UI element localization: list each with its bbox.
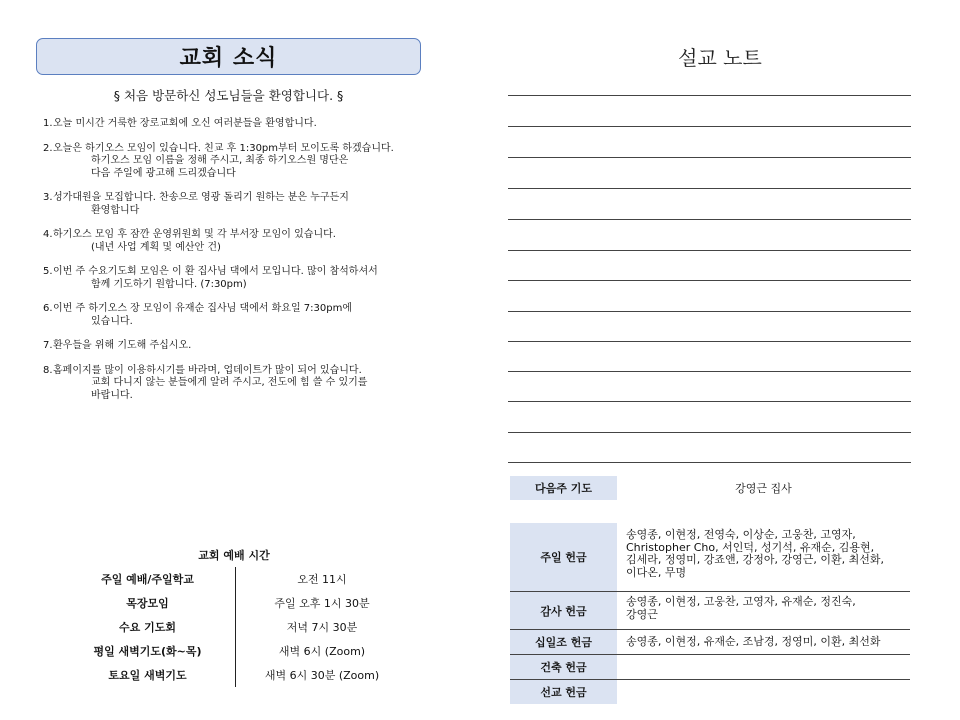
next-week-prayer-row [510, 476, 910, 500]
notice-number: 4. [43, 229, 53, 240]
offering-label: 선교 헌금 [510, 680, 617, 704]
donor-line: Christopher Cho, 서인덕, 성기석, 유재순, 김용현, [626, 540, 875, 554]
note-line [508, 280, 911, 281]
notice-text-continued: 다음 주일에 광고해 드리겠습니다 [91, 167, 236, 179]
note-line [508, 371, 911, 372]
worship-times-title: 교회 예배 시간 [198, 549, 270, 562]
notice-text: 환우들을 위해 기도해 주십시오. [53, 340, 192, 351]
notice-text: 홈페이지를 많이 이용하시기를 바라며, 업데이트가 많이 되어 있습니다. [53, 364, 362, 376]
worship-label: 토요일 새벽기도 [60, 663, 236, 687]
notice-text-continued: 있습니다. [91, 315, 133, 327]
notice-item [43, 303, 443, 328]
worship-row [60, 639, 408, 663]
note-line [508, 157, 911, 158]
notice-text-continued: (내년 사업 계획 및 예산안 건) [91, 241, 221, 253]
notice-text-continued: 환영합니다 [91, 204, 140, 216]
note-line [508, 95, 911, 96]
prayer-value: 강영근 집사 [735, 482, 792, 495]
note-line [508, 219, 911, 220]
welcome-message: § 처음 방문하신 성도님들을 환영합니다. § [113, 88, 344, 103]
notice-item [43, 266, 443, 291]
note-line [508, 341, 911, 342]
donor-line: 김세라, 정영미, 강죠앤, 강정아, 강영근, 이환, 최선화, [626, 553, 884, 566]
offering-row [510, 523, 910, 592]
notice-text: 이번 주 수요기도회 모임은 이 환 집사님 댁에서 모입니다. 많이 참석하셔서 [53, 266, 378, 277]
offering-donors [617, 630, 910, 654]
notice-text: 성가대원을 모집합니다. 찬송으로 영광 돌리기 원하는 분은 누구든지 [53, 192, 349, 203]
donor-line: 송영종, 이현정, 전영숙, 이상순, 고웅찬, 고영자, [626, 528, 856, 541]
offering-donors [617, 680, 910, 704]
worship-label: 평일 새벽기도(화~목) [60, 639, 236, 663]
donor-line: 강영근 [626, 607, 658, 621]
notice-item [43, 118, 443, 131]
notice-text: 오늘은 하기오스 모임이 있습니다. 친교 후 1:30pm부터 모이도록 하겠습니다. [53, 142, 394, 154]
worship-label: 목장모임 [60, 591, 236, 615]
offering-donors [617, 592, 910, 629]
news-title: 교회 소식 [36, 38, 421, 75]
worship-time: 주일 오후 1시 30분 [274, 597, 370, 610]
worship-row [60, 615, 408, 639]
prayer-label: 다음주 기도 [510, 476, 617, 500]
notice-text-continued: 함께 기도하기 원합니다. (7:30pm) [91, 278, 247, 290]
sermon-notes-title: 설교 노트 [678, 46, 762, 70]
notice-text-continued: 하기오스 모임 이름을 정해 주시고, 최종 하기오스원 명단은 [91, 155, 349, 166]
worship-label: 주일 예배/주일학교 [60, 567, 236, 591]
notice-item [43, 365, 443, 403]
notice-number: 2. [43, 142, 53, 154]
worship-row [60, 663, 408, 687]
notice-text: 하기오스 모임 후 잠깐 운영위원회 및 각 부서장 모임이 있습니다. [53, 229, 336, 240]
offering-row [510, 630, 910, 655]
offering-donors [617, 523, 910, 591]
notice-item [43, 192, 443, 217]
notice-item [43, 229, 443, 254]
notice-text-continued: 교회 다니지 않는 분들에게 알려 주시고, 전도에 힘 쓸 수 있기를 [91, 377, 368, 388]
notice-text: 오늘 미시간 거룩한 장로교회에 오신 여러분들을 환영합니다. [53, 118, 317, 129]
notice-number: 7. [43, 340, 53, 351]
offering-table [510, 523, 910, 704]
worship-times-table [60, 567, 408, 687]
worship-row [60, 567, 408, 591]
offering-label: 감사 헌금 [510, 592, 617, 629]
offering-row [510, 680, 910, 704]
notice-text-continued: 바랍니다. [91, 389, 133, 401]
notice-text: 이번 주 하기오스 장 모임이 유재순 집사님 댁에서 화요일 7:30pm에 [53, 303, 352, 314]
notice-number: 3. [43, 192, 53, 203]
notice-number: 1. [43, 118, 53, 129]
note-line [508, 250, 911, 251]
worship-time: 새벽 6시 30분 (Zoom) [264, 669, 380, 682]
worship-time: 저녁 7시 30분 [286, 621, 358, 634]
notice-list [43, 118, 443, 414]
offering-row [510, 592, 910, 630]
note-line [508, 401, 911, 402]
offering-label: 십일조 헌금 [510, 630, 617, 654]
notice-item [43, 143, 443, 181]
note-line [508, 126, 911, 127]
worship-row [60, 591, 408, 615]
worship-time: 새벽 6시 (Zoom) [278, 645, 366, 658]
note-line [508, 432, 911, 433]
worship-label: 수요 기도회 [60, 615, 236, 639]
donor-line: 송영종, 이현정, 고웅찬, 고영자, 유재순, 정진숙, [626, 595, 856, 608]
notice-item [43, 340, 443, 353]
offering-label: 주일 헌금 [510, 523, 617, 591]
notice-number: 5. [43, 266, 53, 277]
worship-time: 오전 11시 [297, 573, 347, 586]
donor-line: 송영종, 이현정, 유재순, 조남경, 정영미, 이환, 최선화 [626, 635, 881, 648]
notice-number: 8. [43, 364, 53, 376]
offering-label: 건축 헌금 [510, 655, 617, 679]
note-line [508, 311, 911, 312]
donor-line: 이다온, 무명 [626, 565, 687, 579]
note-line [508, 462, 911, 463]
offering-donors [617, 655, 910, 679]
sermon-notes-panel [480, 0, 960, 720]
notice-number: 6. [43, 303, 53, 314]
offering-row [510, 655, 910, 680]
note-line [508, 188, 911, 189]
